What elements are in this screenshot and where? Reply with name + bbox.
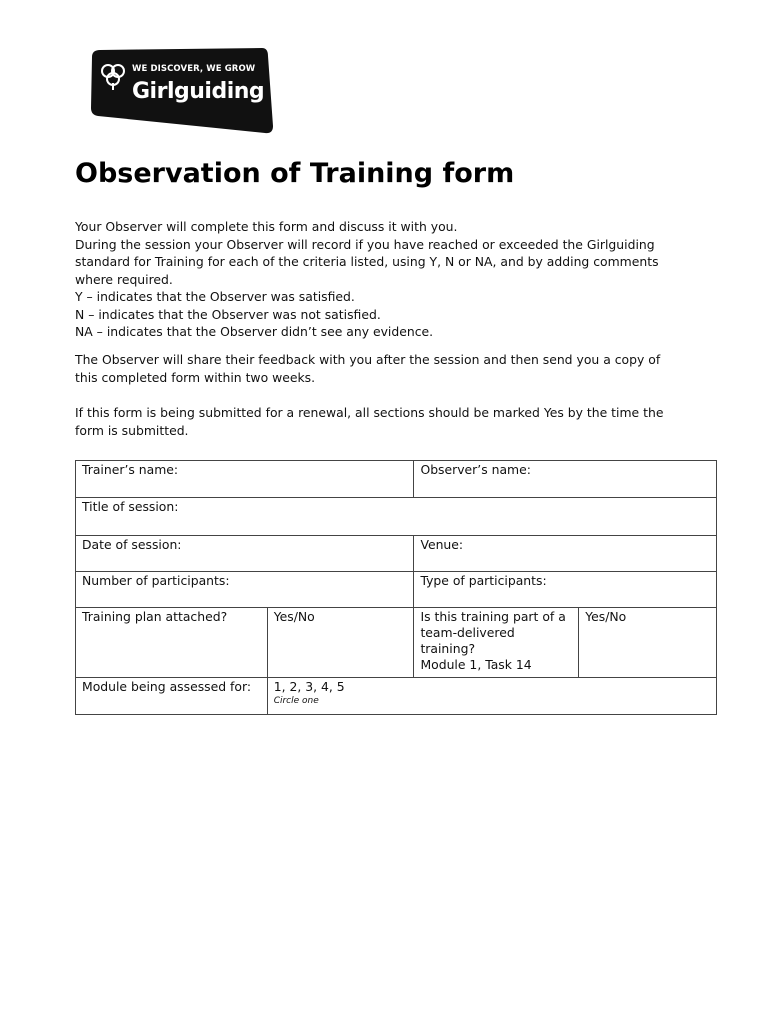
observer-name-label: Observer’s name: [420, 462, 531, 477]
feedback-line: The Observer will share their feedback with you after the session and then send you a copy of [75, 352, 661, 367]
intro-text [75, 218, 715, 341]
renewal-line: If this form is being submitted for a renewal, all sections should be marked Yes by the time the [75, 405, 664, 420]
training-plan-label: Training plan attached? [82, 609, 228, 624]
type-of-participants-label: Type of participants: [420, 573, 547, 588]
module-options-field[interactable] [267, 678, 716, 715]
feedback-paragraph [75, 351, 715, 387]
date-of-session-label: Date of session: [82, 537, 182, 552]
observation-form-table [75, 460, 717, 715]
venue-label: Venue: [420, 537, 464, 552]
training-plan-answer[interactable] [267, 608, 414, 678]
training-plan-label-cell [76, 608, 268, 678]
table-row [76, 678, 717, 715]
feedback-line: this completed form within two weeks. [75, 370, 316, 385]
title-of-session-field[interactable] [76, 498, 717, 536]
training-plan-yes-no: Yes/No [273, 609, 315, 624]
intro-line: standard for Training for each of the criteria listed, using Y, N or NA, and by adding comments [75, 254, 659, 269]
logo-tagline: WE DISCOVER, WE GROW [132, 64, 256, 74]
table-row [76, 572, 717, 608]
legend-na: NA – indicates that the Observer didn’t see any evidence. [75, 324, 434, 339]
title-of-session-label: Title of session: [82, 499, 179, 514]
table-row [76, 536, 717, 572]
circle-one-hint: Circle one [273, 696, 319, 706]
intro-line: where required. [75, 271, 173, 287]
trainer-name-field[interactable] [76, 461, 414, 498]
number-of-participants-label: Number of participants: [82, 573, 230, 588]
team-delivered-line: team-delivered [420, 625, 515, 640]
legend-n: N – indicates that the Observer was not satisfied. [75, 306, 381, 322]
page-title: Observation of Training form [75, 158, 515, 189]
intro-line: Your Observer will complete this form and discuss it with you. [75, 219, 458, 234]
logo-brand-name: Girlguiding [132, 79, 265, 104]
renewal-line: form is submitted. [75, 423, 189, 438]
team-delivered-answer[interactable] [579, 608, 717, 678]
renewal-paragraph [75, 404, 715, 440]
observer-name-field[interactable] [414, 461, 717, 498]
module-options: 1, 2, 3, 4, 5 [273, 679, 345, 694]
legend-y: Y – indicates that the Observer was satisfied. [75, 289, 355, 304]
girlguiding-logo [90, 48, 273, 134]
intro-line: During the session your Observer will record if you have reached or exceeded the Girlguiding [75, 236, 655, 252]
trainer-name-label: Trainer’s name: [82, 462, 179, 477]
team-delivered-line: Module 1, Task 14 [420, 657, 532, 672]
date-of-session-field[interactable] [76, 536, 414, 572]
number-of-participants-field[interactable] [76, 572, 414, 608]
table-row [76, 608, 717, 678]
module-label-cell [76, 678, 268, 715]
team-delivered-line: training? [420, 641, 476, 656]
table-row [76, 498, 717, 536]
team-delivered-line: Is this training part of a [420, 609, 566, 624]
team-delivered-label-cell [414, 608, 579, 678]
team-delivered-yes-no: Yes/No [585, 609, 627, 624]
type-of-participants-field[interactable] [414, 572, 717, 608]
venue-field[interactable] [414, 536, 717, 572]
trefoil-icon [99, 61, 127, 91]
table-row [76, 461, 717, 498]
module-label: Module being assessed for: [82, 679, 252, 694]
